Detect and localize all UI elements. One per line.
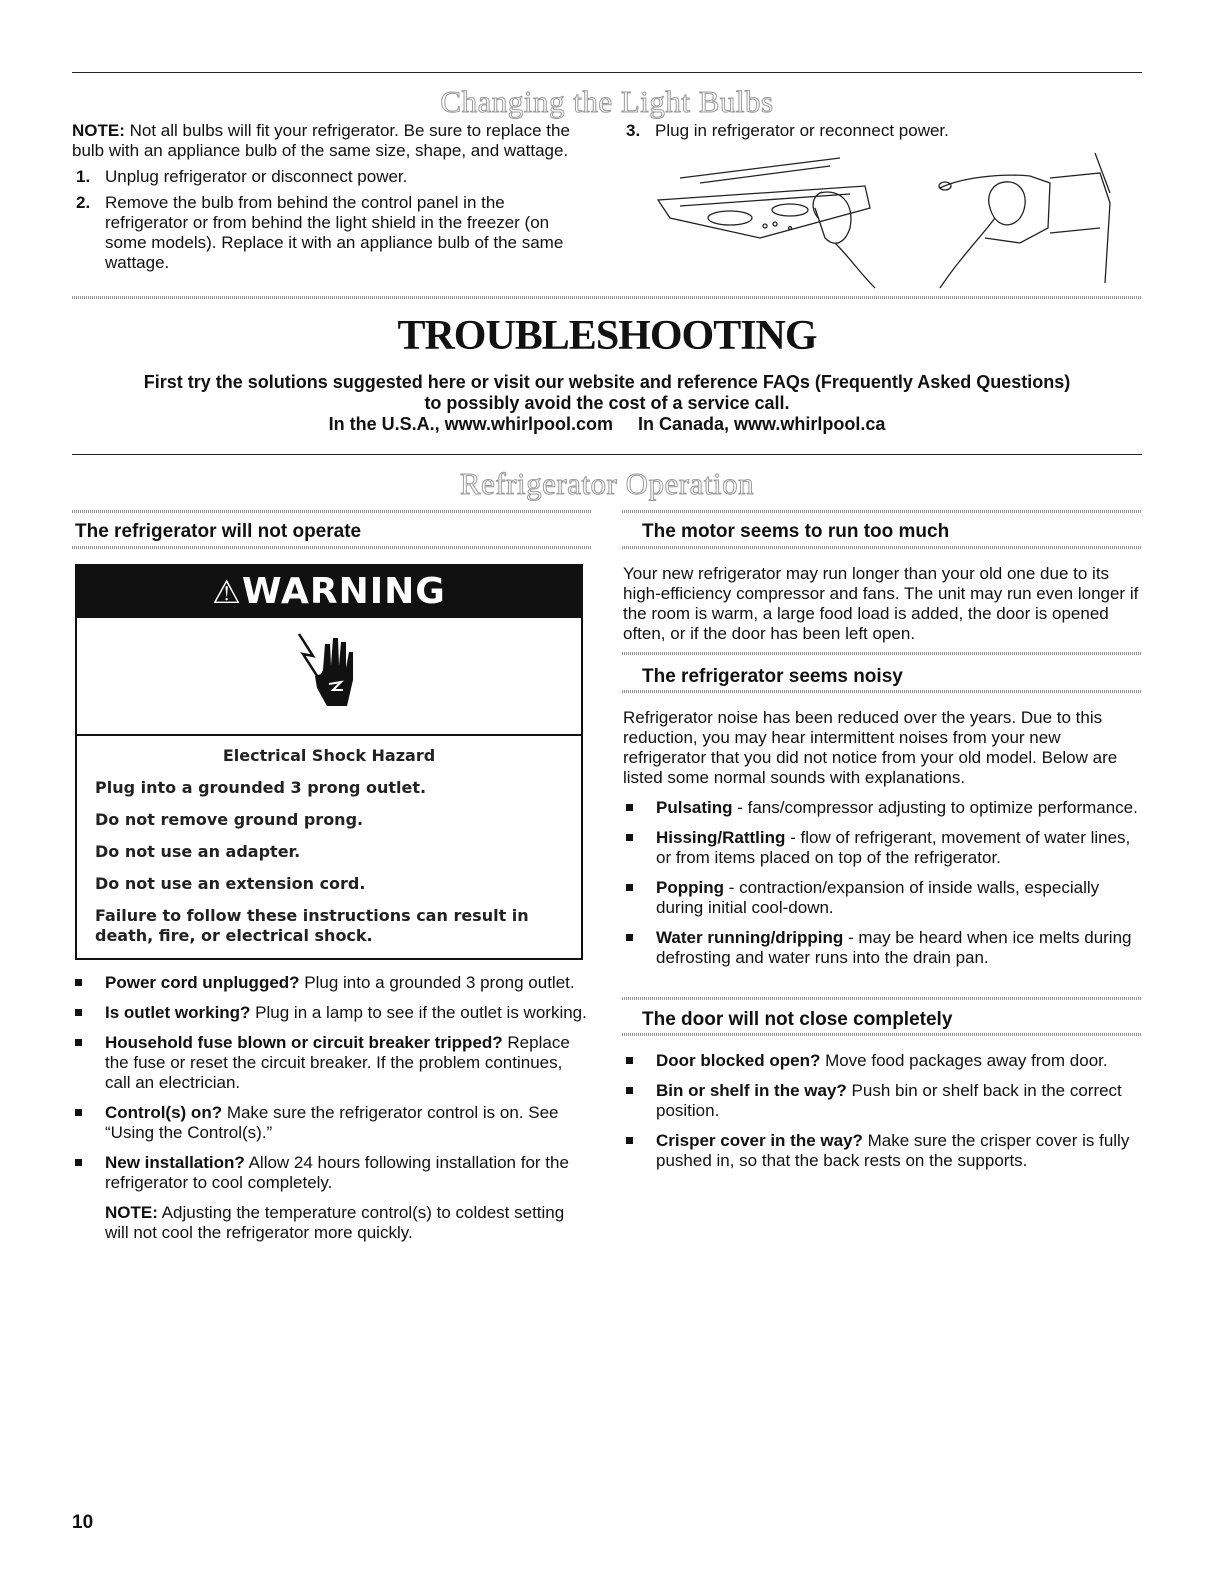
warning-header bbox=[77, 566, 581, 618]
list-item bbox=[72, 1103, 592, 1143]
item-title: Household fuse blown or circuit breaker tripped? bbox=[105, 1033, 503, 1052]
bulbs-text-column bbox=[72, 121, 592, 279]
dotted-divider bbox=[622, 997, 1142, 1000]
item-text: - contraction/expansion of inside walls, especially during initial cool-down. bbox=[656, 878, 1100, 917]
item-title: Control(s) on? bbox=[105, 1103, 223, 1122]
item-text: Make sure the crisper cover is fully pushed in, so that the back rests on the supports. bbox=[656, 1131, 1130, 1170]
item-title: Power cord unplugged? bbox=[105, 973, 300, 992]
list-item bbox=[623, 1081, 1143, 1121]
intro-line: In the U.S.A., www.whirlpool.com In Canada, www.whirlpool.ca bbox=[328, 414, 886, 434]
dotted-divider bbox=[72, 510, 592, 513]
item-title: Is outlet working? bbox=[105, 1003, 251, 1022]
step-text: Unplug refrigerator or disconnect power. bbox=[105, 167, 408, 186]
not-operate-list bbox=[72, 973, 592, 1243]
bulb-step bbox=[72, 193, 592, 273]
page-title: TROUBLESHOOTING bbox=[397, 313, 817, 359]
warning-icon-area bbox=[77, 618, 581, 736]
step-text: Plug in refrigerator or reconnect power. bbox=[655, 121, 949, 140]
subheading-noisy: The refrigerator seems noisy bbox=[642, 666, 903, 687]
item-text: Make sure the refrigerator control is on. See “Using the Control(s).” bbox=[105, 1103, 559, 1142]
list-item bbox=[623, 928, 1143, 968]
item-title: Pulsating bbox=[656, 798, 733, 817]
page-number: 10 bbox=[72, 1512, 94, 1533]
subheading-motor: The motor seems to run too much bbox=[642, 521, 950, 542]
item-text: - fans/compressor adjusting to optimize performance. bbox=[732, 798, 1138, 817]
noisy-section bbox=[623, 708, 1143, 978]
intro-line: to possibly avoid the cost of a service call. bbox=[424, 393, 790, 413]
note-label: NOTE: bbox=[105, 1203, 158, 1222]
item-text: Allow 24 hours following installation for the refrigerator to cool completely. bbox=[105, 1153, 569, 1192]
warning-body bbox=[77, 746, 581, 946]
intro-line: First try the solutions suggested here or visit our website and reference FAQs (Frequently Asked Questions) bbox=[143, 372, 1071, 392]
dotted-divider bbox=[72, 296, 1142, 299]
warning-label: WARNING bbox=[241, 571, 446, 612]
note-text: Adjusting the temperature control(s) to coldest setting will not cool the refrigerator more quickly. bbox=[105, 1203, 565, 1242]
dotted-divider bbox=[622, 652, 1142, 655]
item-text: Move food packages away from door. bbox=[820, 1051, 1108, 1070]
list-item bbox=[72, 1003, 592, 1023]
step-number: 2. bbox=[76, 193, 91, 212]
list-item bbox=[72, 1153, 592, 1193]
list-item bbox=[623, 878, 1143, 918]
item-title: Popping bbox=[656, 878, 724, 897]
list-item bbox=[623, 1051, 1143, 1071]
noisy-text: Refrigerator noise has been reduced over the years. Due to this reduction, you may hear intermittent noises from your new refrigerator that you did not notice from your old model. Below are listed some normal sounds with explanations. bbox=[623, 708, 1118, 787]
dotted-divider bbox=[622, 546, 1142, 549]
top-rule bbox=[72, 72, 1142, 73]
troubleshooting-intro bbox=[72, 372, 1142, 435]
bulbs-section-title: Changing the Light Bulbs bbox=[440, 84, 774, 119]
bulbs-right-column bbox=[622, 121, 1142, 147]
hazard-title: Electrical Shock Hazard bbox=[222, 746, 436, 765]
section-rule bbox=[72, 454, 1142, 455]
item-title: Bin or shelf in the way? bbox=[656, 1081, 847, 1100]
step-number: 3. bbox=[626, 121, 641, 140]
warning-line: Do not remove ground prong. bbox=[95, 810, 364, 829]
list-item bbox=[623, 828, 1143, 868]
step-text: Remove the bulb from behind the control panel in the refrigerator or from behind the light shield in the freezer (on some models). Replace it with an appliance bulb of the same wattage. bbox=[105, 193, 564, 272]
motor-text: Your new refrigerator may run longer than your old one due to its high-efficiency compressor and fans. The unit may run even longer if the room is warm, a large food load is added, the door is opened often, or if the door has been left open. bbox=[623, 564, 1139, 643]
subheading-not-operate: The refrigerator will not operate bbox=[75, 521, 362, 542]
list-item bbox=[72, 1033, 592, 1093]
item-text: - may be heard when ice melts during defrosting and water runs into the drain pan. bbox=[656, 928, 1132, 967]
bulb-step bbox=[72, 167, 592, 187]
step-number: 1. bbox=[76, 167, 91, 186]
item-text: Push bin or shelf back in the correct position. bbox=[656, 1081, 1122, 1120]
electric-shock-hand-icon bbox=[295, 630, 365, 720]
list-item bbox=[72, 973, 592, 993]
dotted-divider bbox=[622, 510, 1142, 513]
note-text: Not all bulbs will fit your refrigerator. Be sure to replace the bulb with an appliance bulb of the same size, shape, and wattage. bbox=[72, 121, 570, 160]
warning-box bbox=[75, 564, 583, 960]
dotted-divider bbox=[622, 1033, 1142, 1036]
not-operate-note bbox=[72, 1203, 592, 1243]
list-item bbox=[623, 1131, 1143, 1171]
item-text: - flow of refrigerant, movement of water lines, or from items placed on top of the refrigerator. bbox=[656, 828, 1131, 867]
warning-line: Do not use an adapter. bbox=[95, 842, 301, 861]
dotted-divider bbox=[622, 690, 1142, 693]
item-title: Door blocked open? bbox=[656, 1051, 821, 1070]
note-label: NOTE: bbox=[72, 121, 125, 140]
bulb-replacement-illustration bbox=[640, 148, 1120, 293]
item-title: Crisper cover in the way? bbox=[656, 1131, 863, 1150]
bulb-step bbox=[622, 121, 1142, 141]
list-item bbox=[623, 798, 1143, 818]
item-title: Water running/dripping bbox=[656, 928, 844, 947]
item-title: Hissing/Rattling bbox=[656, 828, 786, 847]
door-list bbox=[623, 1051, 1143, 1181]
warning-triangle-icon: ⚠ bbox=[212, 573, 242, 611]
warning-line: Failure to follow these instructions can result in death, fire, or electrical shock. bbox=[95, 906, 529, 945]
item-text: Plug into a grounded 3 prong outlet. bbox=[299, 973, 575, 992]
dotted-divider bbox=[72, 546, 592, 549]
item-text: Replace the fuse or reset the circuit breaker. If the problem continues, call an electrician. bbox=[105, 1033, 570, 1092]
warning-line: Plug into a grounded 3 prong outlet. bbox=[95, 778, 427, 797]
operation-section-title: Refrigerator Operation bbox=[459, 466, 755, 501]
item-title: New installation? bbox=[105, 1153, 245, 1172]
subheading-door: The door will not close completely bbox=[642, 1009, 953, 1030]
bulbs-note bbox=[72, 121, 592, 161]
warning-line: Do not use an extension cord. bbox=[95, 874, 366, 893]
item-text: Plug in a lamp to see if the outlet is working. bbox=[250, 1003, 587, 1022]
